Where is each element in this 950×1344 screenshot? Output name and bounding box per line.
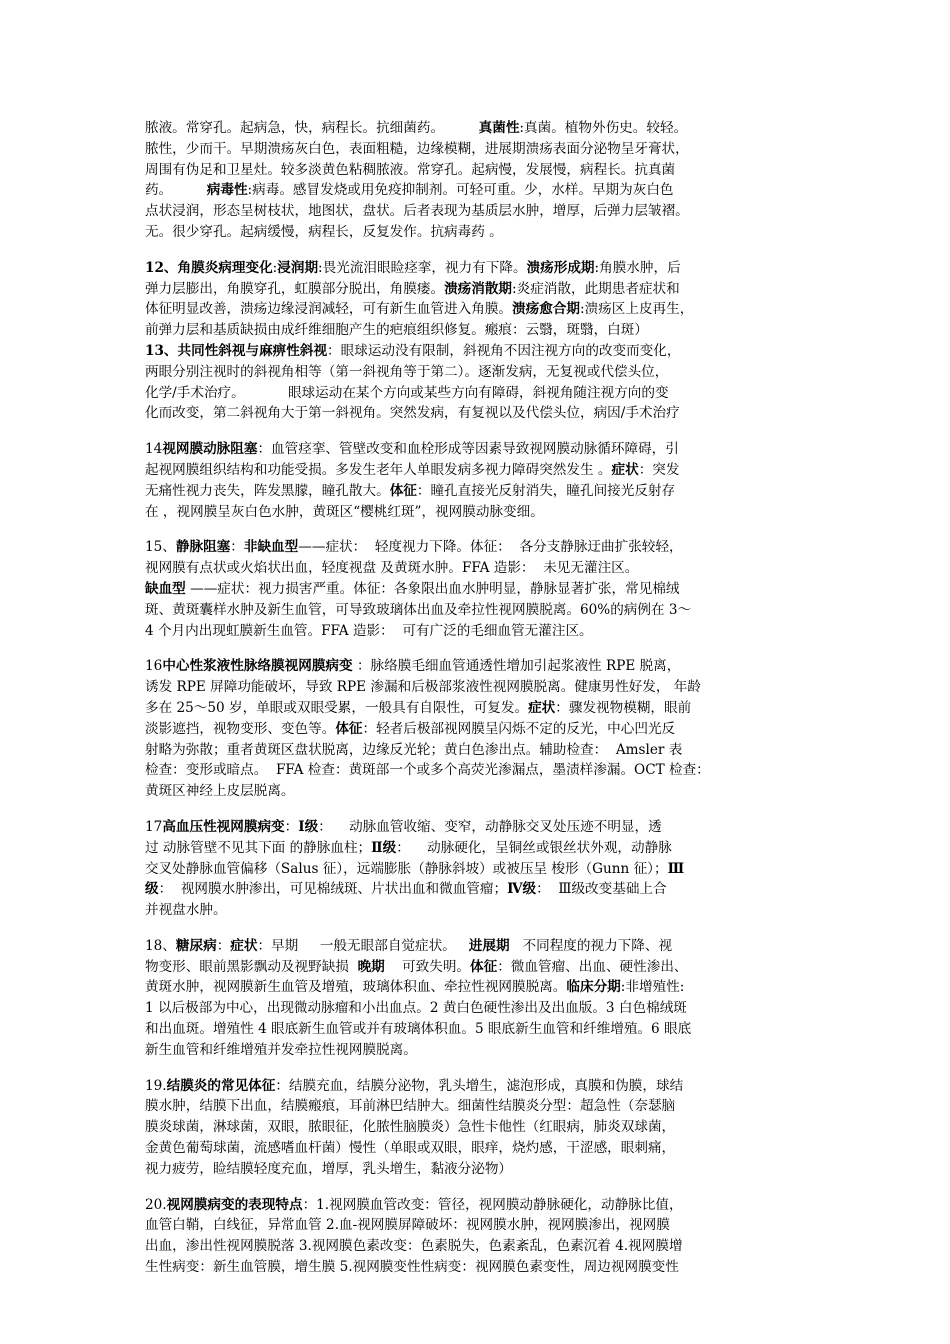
text-segment: ：突发 bbox=[638, 461, 680, 478]
text-segment: ：早期 一般无眼部自觉症状。 bbox=[257, 937, 469, 954]
text-line bbox=[145, 1236, 813, 1257]
text-segment: ： bbox=[216, 937, 231, 954]
text-segment: ——症状： 轻度视力下降。体征： 各分支静脉迂曲扩张较轻， bbox=[298, 539, 683, 556]
text-line bbox=[145, 481, 813, 502]
text-line bbox=[145, 439, 813, 460]
bold-term: 晚期 bbox=[357, 958, 385, 975]
text-segment: 弹力层膨出，角膜穿孔，虹膜部分脱出，角膜瘘。 bbox=[145, 280, 445, 297]
text-segment: 交叉处静脉血管偏移（Salus 征），远端膨胀（静脉斜坡）或被压呈 梭形（Gunn 征）； bbox=[145, 860, 668, 877]
text-line bbox=[145, 258, 813, 279]
text-line bbox=[145, 537, 813, 558]
text-line bbox=[145, 362, 813, 383]
text-line bbox=[145, 502, 813, 523]
bold-term: 真菌性 bbox=[478, 120, 520, 136]
text-line bbox=[145, 1096, 813, 1117]
text-segment: 15、 bbox=[145, 539, 176, 556]
text-segment: 血管白鞘，白线征，异常血管 2.血-视网膜屏障破坏：视网膜水肿，视网膜渗出，视网膜 bbox=[145, 1217, 670, 1234]
text-line bbox=[145, 1138, 813, 1159]
bold-term: 中心性浆液性脉络膜视网膜病变 bbox=[162, 658, 353, 675]
text-line bbox=[145, 600, 813, 621]
text-line bbox=[145, 460, 813, 481]
text-segment: 生性病变：新生血管膜，增生膜 5.视网膜变性性病变：视网膜色素变性，周边视网膜变性 bbox=[145, 1259, 679, 1276]
text-segment: : bbox=[272, 259, 278, 276]
text-segment: 诱发 RPE 屏障功能破坏，导致 RPE 渗漏和后极部浆液性视网膜脱离。健康男性好发， 年龄 bbox=[145, 679, 701, 696]
paragraph bbox=[145, 258, 813, 424]
text-segment: 体征明显改善，溃疡边缘浸润减轻，可有新生血管进入角膜。 bbox=[145, 301, 513, 318]
bold-term: 症状 bbox=[611, 461, 639, 478]
text-segment: 17 bbox=[145, 818, 163, 835]
bold-term: 浸润期 bbox=[277, 259, 319, 276]
text-segment: 黄斑水肿，视网膜新生血管及增殖，玻璃体积血、牵拉性视网膜脱离。 bbox=[145, 979, 567, 996]
bold-term: 症状 bbox=[230, 937, 258, 954]
text-segment: ： 动脉血管收缩、变窄，动静脉交叉处压迹不明显，透 bbox=[318, 818, 662, 835]
text-line bbox=[145, 760, 813, 781]
paragraph bbox=[145, 817, 813, 921]
text-line bbox=[145, 998, 813, 1019]
text-segment: 可致失明。 bbox=[384, 958, 471, 975]
text-line bbox=[145, 383, 813, 404]
paragraph bbox=[145, 656, 813, 802]
text-line bbox=[145, 677, 813, 698]
bold-term: 溃疡消散期 bbox=[444, 280, 513, 297]
bold-term: 体征 bbox=[389, 482, 417, 499]
text-line bbox=[145, 579, 813, 600]
bold-term: 非缺血型 bbox=[243, 539, 299, 556]
text-line bbox=[145, 320, 813, 341]
text-segment: :角膜水肿，后 bbox=[594, 259, 681, 276]
text-segment: ：微血管瘤、出血、硬性渗出、 bbox=[497, 958, 688, 975]
text-line bbox=[145, 957, 813, 978]
text-segment: ： bbox=[284, 818, 299, 835]
text-segment: 药。 bbox=[145, 182, 207, 199]
text-segment: 脓液。常穿孔。起病急，快，病程长。抗细菌药。 bbox=[145, 120, 479, 136]
text-line bbox=[145, 1019, 813, 1040]
text-line bbox=[145, 879, 813, 900]
bold-term: 缺血型 bbox=[145, 580, 186, 597]
bold-term: 临床分期 bbox=[566, 979, 621, 996]
text-line bbox=[145, 719, 813, 740]
bold-term: Ⅳ级 bbox=[507, 881, 537, 898]
text-segment: 视力疲劳，睑结膜轻度充血，增厚，乳头增生，黏液分泌物） bbox=[145, 1160, 513, 1177]
text-line bbox=[145, 781, 813, 802]
paragraph bbox=[145, 439, 813, 522]
text-line bbox=[145, 1195, 813, 1216]
text-line bbox=[145, 1117, 813, 1138]
text-segment: ：瞳孔直接光反射消失，瞳孔间接光反射存 bbox=[416, 482, 676, 499]
bold-term: 13、共同性斜视与麻痹性斜视 bbox=[145, 342, 328, 359]
text-line bbox=[145, 1076, 813, 1097]
text-line bbox=[145, 222, 813, 243]
text-segment: 起视网膜组织结构和功能受损。多发生老年人单眼发病多视力障碍突然发生 。 bbox=[145, 461, 612, 478]
text-line bbox=[145, 838, 813, 859]
text-segment: :炎症消散，此期患者症状和 bbox=[512, 280, 680, 297]
text-segment: 检查：变形或暗点。 FFA 检查：黄斑部一个或多个高荧光渗漏点，墨渍样渗漏。OCT 检查： bbox=[145, 762, 710, 779]
text-segment: 膜水肿，结膜下出血，结膜瘢痕，耳前淋巴结肿大。细菌性结膜炎分型：超急性（奈瑟脑 bbox=[145, 1098, 676, 1115]
text-segment: 物变形、眼前黑影飘动及视野缺损 bbox=[145, 958, 358, 975]
text-segment: ：轻者后极部视网膜呈闪烁不定的反光，中心凹光反 bbox=[362, 720, 676, 737]
text-line bbox=[145, 341, 813, 362]
bold-term: 病毒性 bbox=[206, 182, 248, 199]
text-segment: ——症状：视力损害严重。体征：各象限出血水肿明显，静脉显著扩张，常见棉绒 bbox=[185, 580, 680, 597]
text-segment: :非增殖性: bbox=[620, 979, 685, 996]
text-segment: ：骤发视物模糊，眼前 bbox=[555, 699, 692, 716]
document-page bbox=[145, 118, 813, 1293]
text-line bbox=[145, 279, 813, 300]
bold-term: 静脉阻塞 bbox=[175, 539, 231, 556]
paragraph bbox=[145, 537, 813, 641]
text-segment: ： 视网膜水肿渗出，可见棉绒斑、片状出血和微血管瘤； bbox=[158, 881, 508, 898]
bold-term: 进展期 bbox=[468, 937, 510, 954]
text-segment: ： 动脉硬化，呈铜丝或银丝状外观，动静脉 bbox=[396, 839, 672, 856]
bold-term: 溃疡形成期 bbox=[526, 259, 595, 276]
text-segment: 点状浸润，形态呈树枝状，地图状，盘状。后者表现为基质层水肿，增厚，后弹力层皱褶。 bbox=[145, 203, 689, 220]
text-segment: ：1.视网膜血管改变：管径，视网膜动静脉硬化，动静脉比值， bbox=[302, 1196, 683, 1213]
text-segment: ：脉络膜毛细血管通透性增加引起浆液性 RPE 脱离， bbox=[352, 658, 681, 675]
bold-term: 高血压性视网膜病变 bbox=[162, 818, 285, 835]
text-line bbox=[145, 740, 813, 761]
text-segment: 脓性，少而干。早期溃疡灰白色，表面粗糙，边缘模糊，进展期溃疡表面分泌物呈牙膏状， bbox=[145, 140, 689, 157]
text-segment: 射略为弥散；重者黄斑区盘状脱离，边缘反光轮；黄白色渗出点。辅助检查： Amsler 表 bbox=[145, 741, 683, 758]
paragraph bbox=[145, 1076, 813, 1180]
text-segment: 并视盘水肿。 bbox=[145, 902, 227, 919]
text-segment: 过 动脉管壁不见其下面 的静脉血柱； bbox=[145, 839, 372, 856]
text-segment: ：血管痉挛、管壁改变和血栓形成等因素导致视网膜动脉循环障碍，引 bbox=[257, 441, 679, 458]
text-line bbox=[145, 403, 813, 424]
text-segment: 多在 25～50 岁，单眼或双眼受累，一般具有自限性，可复发。 bbox=[145, 699, 529, 716]
text-segment: 两眼分别注视时的斜视角相等（第一斜视角等于第二）。逐渐发病，无复视或代偿头位， bbox=[145, 363, 669, 380]
paragraph bbox=[145, 118, 813, 243]
bold-term: Ⅲ bbox=[667, 860, 685, 877]
text-line bbox=[145, 621, 813, 642]
text-segment: 4 个月内出现虹膜新生血管。FFA 造影： 可有广泛的毛细血管无灌注区。 bbox=[145, 622, 593, 639]
text-line bbox=[145, 977, 813, 998]
bold-term: 体征 bbox=[470, 958, 498, 975]
text-segment: ： bbox=[230, 539, 244, 556]
text-line bbox=[145, 299, 813, 320]
text-segment: ： Ⅲ级改变基础上合 bbox=[536, 881, 667, 898]
text-line bbox=[145, 900, 813, 921]
text-segment: 膜炎球菌，淋球菌，双眼，脓眼征，化脓性脑膜炎）急性卡他性（红眼病，肺炎双球菌， bbox=[145, 1119, 676, 1136]
text-segment: 20. bbox=[145, 1196, 167, 1213]
text-line bbox=[145, 1159, 813, 1180]
text-segment: :真菌。植物外伤史。较轻。 bbox=[519, 120, 688, 136]
text-segment: :病毒。感冒发烧或用免疫抑制剂。可轻可重。少，水样。早期为灰白色 bbox=[247, 182, 674, 199]
bold-term: 结膜炎的常见体征 bbox=[166, 1077, 276, 1094]
text-segment: ：结膜充血，结膜分泌物，乳头增生，滤泡形成，真膜和伪膜，球结 bbox=[275, 1077, 684, 1094]
text-segment: 14 bbox=[145, 441, 163, 458]
bold-term: 12、角膜炎病理变化 bbox=[145, 259, 273, 276]
text-segment: ：眼球运动没有限制，斜视角不因注视方向的改变而变化， bbox=[327, 342, 681, 359]
text-segment: 和出血斑。增殖性 4 眼底新生血管或并有玻璃体积血。5 眼底新生血管和纤维增殖。6 眼底 bbox=[145, 1021, 692, 1038]
text-line bbox=[145, 118, 813, 139]
text-line bbox=[145, 1040, 813, 1061]
text-segment: 1 以后极部为中心，出现微动脉瘤和小出血点。2 黄白色硬性渗出及出血版。3 白色棉绒斑 bbox=[145, 1000, 687, 1017]
text-segment: 金黄色葡萄球菌，流感嗜血杆菌）慢性（单眼或双眼，眼痒，烧灼感，干涩感，眼刺痛， bbox=[145, 1140, 676, 1157]
text-line bbox=[145, 160, 813, 181]
paragraph bbox=[145, 936, 813, 1061]
text-segment: 19. bbox=[145, 1077, 167, 1094]
text-line bbox=[145, 180, 813, 201]
text-segment: 淡影遮挡，视物变形、变色等。 bbox=[145, 720, 336, 737]
bold-term: Ⅰ级 bbox=[298, 818, 319, 835]
bold-term: 视网膜动脉阻塞 bbox=[162, 441, 258, 458]
text-segment: 18、 bbox=[145, 937, 176, 954]
bold-term: 体征 bbox=[335, 720, 363, 737]
text-segment: 前弹力层和基质缺损由成纤维细胞产生的疤痕组织修复。瘢痕：云翳，斑翳，白斑） bbox=[145, 322, 648, 339]
bold-term: 视网膜病变的表现特点 bbox=[166, 1196, 303, 1213]
text-line bbox=[145, 936, 813, 957]
text-segment: 新生血管和纤维增殖并发牵拉性视网膜脱离。 bbox=[145, 1041, 417, 1058]
text-segment: 无痛性视力丧失，阵发黑朦，瞳孔散大。 bbox=[145, 482, 390, 499]
bold-term: Ⅱ级 bbox=[371, 839, 397, 856]
text-line bbox=[145, 139, 813, 160]
text-line bbox=[145, 859, 813, 880]
text-segment: 周围有伪足和卫星灶。较多淡黄色粘稠脓液。常穿孔。起病慢，发展慢，病程长。抗真菌 bbox=[145, 161, 676, 178]
text-line bbox=[145, 201, 813, 222]
bold-term: 糖尿病 bbox=[175, 937, 217, 954]
text-segment: 化学/手术治疗。 眼球运动在某个方向或某些方向有障碍，斜视角随注视方向的变 bbox=[145, 384, 669, 401]
text-segment: 无。很少穿孔。起病缓慢，病程长，反复发作。抗病毒药 。 bbox=[145, 223, 503, 240]
text-segment: 黄斑区神经上皮层脱离。 bbox=[145, 783, 295, 800]
text-segment: 不同程度的视力下降、视 bbox=[509, 937, 673, 954]
text-line bbox=[145, 558, 813, 579]
text-line bbox=[145, 656, 813, 677]
text-line bbox=[145, 1215, 813, 1236]
text-segment: 斑、黄斑囊样水肿及新生血管，可导致玻璃体出血及牵拉性视网膜脱离。60%的病例在 3～ bbox=[145, 601, 692, 618]
text-line bbox=[145, 698, 813, 719]
text-segment: 化而改变，第二斜视角大于第一斜视角。突然发病，有复视以及代偿头位，病因/手术治疗 bbox=[145, 405, 680, 422]
text-segment: :畏光流泪眼睑痉挛，视力有下降。 bbox=[318, 259, 527, 276]
text-line bbox=[145, 817, 813, 838]
text-line bbox=[145, 1257, 813, 1278]
text-segment: 出血，渗出性视网膜脱落 3.视网膜色素改变：色素脱失，色素紊乱，色素沉着 4.视网膜增 bbox=[145, 1238, 683, 1255]
paragraph bbox=[145, 1195, 813, 1278]
text-segment: :溃疡区上皮再生， bbox=[580, 301, 694, 318]
bold-term: 溃疡愈合期 bbox=[512, 301, 580, 318]
text-segment: 16 bbox=[145, 658, 163, 675]
bold-term: 症状 bbox=[528, 699, 556, 716]
text-segment: 在 ，视网膜呈灰白色水肿，黄斑区“樱桃红斑”，视网膜动脉变细。 bbox=[145, 503, 544, 520]
text-segment: 视网膜有点状或火焰状出血，轻度视盘 及黄斑水肿。FFA 造影： 未见无灌注区。 bbox=[145, 560, 639, 577]
bold-term: 级 bbox=[145, 881, 159, 898]
